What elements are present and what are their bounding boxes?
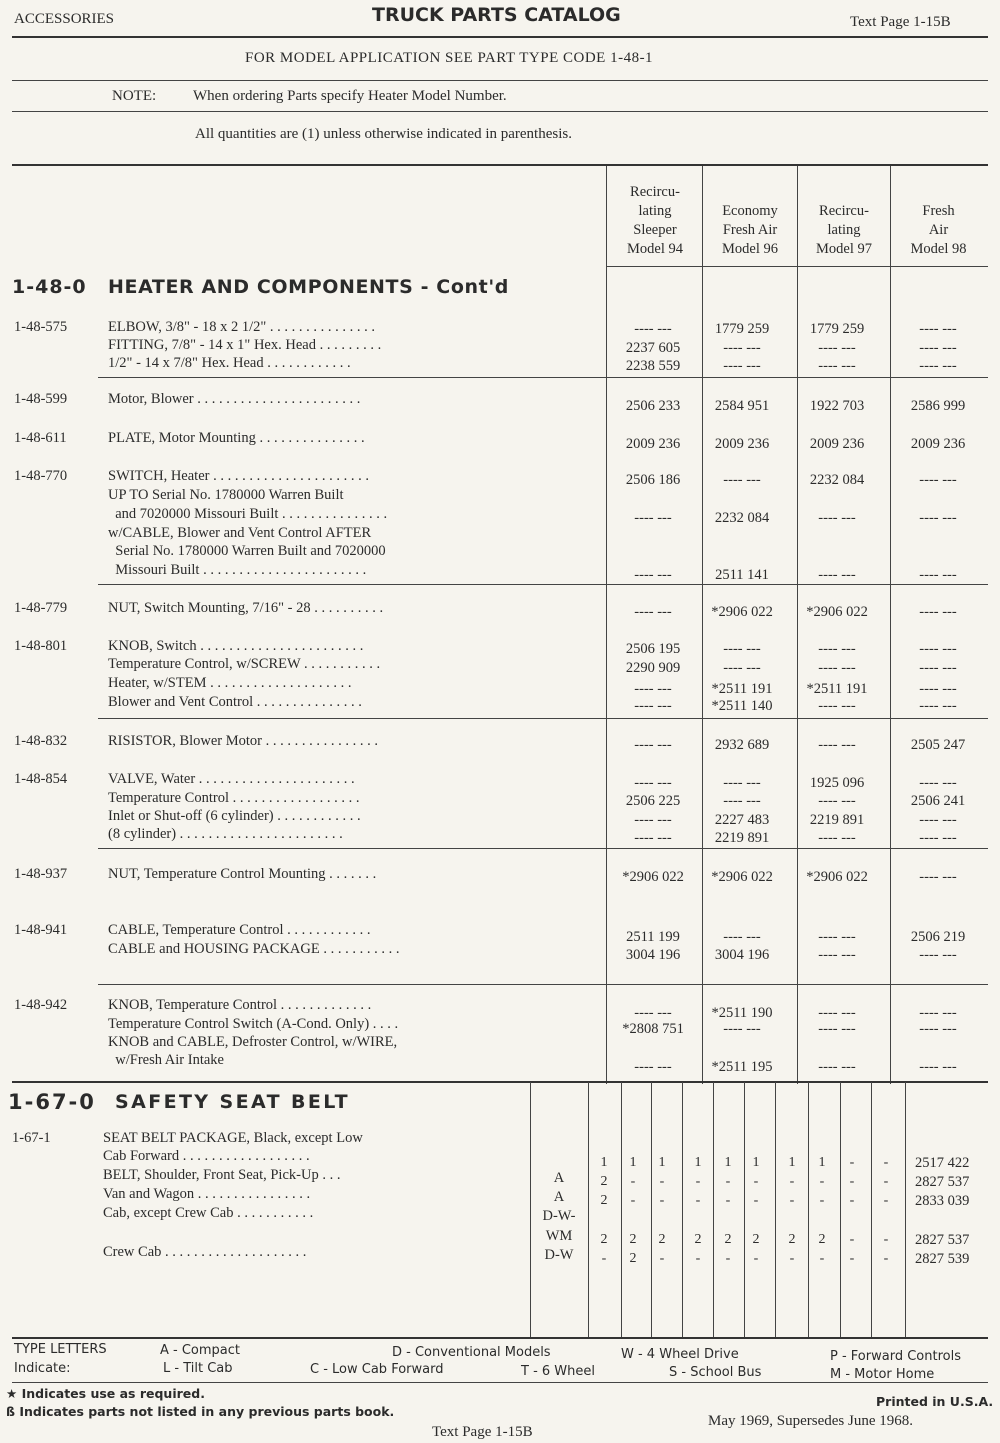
catalog-title: TRUCK PARTS CATALOG bbox=[372, 4, 621, 26]
part-code: 1-48-854 bbox=[14, 771, 68, 787]
quantity-cell: 1 bbox=[752, 1155, 760, 1170]
printed-in-usa: Printed in U.S.A. bbox=[876, 1394, 994, 1409]
part-code: 1-48-941 bbox=[14, 922, 68, 938]
part-number-cell: ---- --- bbox=[919, 698, 957, 714]
quantity-cell: 2 bbox=[600, 1193, 608, 1208]
type-code-p: P - Forward Controls bbox=[830, 1349, 961, 1364]
quantity-cell: - bbox=[883, 1232, 889, 1247]
part-number-cell: ---- --- bbox=[919, 358, 957, 374]
part-description: (8 cylinder) . . . . . . . . . . . . . . . . . . . . . . . bbox=[108, 826, 343, 842]
part-code: 1-48-611 bbox=[14, 430, 67, 446]
part-number-cell: ---- --- bbox=[919, 510, 957, 526]
part-number-cell: ---- --- bbox=[634, 737, 672, 753]
part-number-cell: 2290 909 bbox=[625, 660, 681, 676]
section-code-1-67-0: 1-67-0 bbox=[8, 1090, 96, 1114]
part-number-cell: ---- --- bbox=[818, 698, 856, 714]
part-number-cell: ---- --- bbox=[634, 812, 672, 828]
part-number-cell: 2584 951 bbox=[714, 398, 770, 414]
quantity-cell: - bbox=[695, 1193, 701, 1208]
quantity-cell: 2 bbox=[658, 1232, 666, 1247]
belt-part-number: 2833 039 bbox=[915, 1193, 970, 1209]
col-header-96: Economy Fresh Air Model 96 bbox=[722, 203, 778, 257]
part-number-cell: ---- --- bbox=[919, 947, 957, 963]
quantity-cell: - bbox=[819, 1193, 825, 1208]
quantity-cell: - bbox=[883, 1251, 889, 1266]
part-description: Missouri Built . . . . . . . . . . . . . . . . . . . . . . . bbox=[108, 562, 367, 578]
part-number-cell: ---- --- bbox=[818, 358, 856, 374]
section-title-heater: HEATER AND COMPONENTS - Cont'd bbox=[108, 276, 509, 298]
type-code-d: D - Conventional Models bbox=[392, 1345, 551, 1360]
quantity-cell: - bbox=[659, 1174, 665, 1189]
part-number-cell: ---- --- bbox=[634, 698, 672, 714]
part-number-cell: 1922 703 bbox=[809, 398, 865, 414]
part-number-cell: 2232 084 bbox=[714, 510, 770, 526]
part-code: 1-48-942 bbox=[14, 997, 68, 1013]
quantity-cell: - bbox=[630, 1193, 636, 1208]
quantity-cell: - bbox=[789, 1174, 795, 1189]
part-number-cell: 2238 559 bbox=[625, 358, 681, 374]
part-number-cell: ---- --- bbox=[818, 641, 856, 657]
type-letter: D-W- bbox=[542, 1208, 576, 1224]
belt-part-number: 2827 537 bbox=[915, 1174, 970, 1190]
part-number-cell: ---- --- bbox=[919, 472, 957, 488]
part-description: CABLE and HOUSING PACKAGE . . . . . . . . . . . bbox=[108, 941, 400, 957]
quantity-cell: - bbox=[753, 1251, 759, 1266]
type-code-t: T - 6 Wheel bbox=[521, 1364, 596, 1379]
part-description: VALVE, Water . . . . . . . . . . . . . . . . . . . . . . bbox=[108, 771, 355, 787]
quantity-cell: 2 bbox=[629, 1232, 637, 1247]
part-number-cell: ---- --- bbox=[919, 567, 957, 583]
part-description: Inlet or Shut-off (6 cylinder) . . . . . . . . . . . . bbox=[108, 808, 361, 824]
belt-part-code: 1-67-1 bbox=[12, 1130, 51, 1146]
part-description: UP TO Serial No. 1780000 Warren Built bbox=[108, 487, 344, 503]
part-number-cell: *2906 022 bbox=[711, 869, 773, 885]
part-code: 1-48-832 bbox=[14, 733, 68, 749]
type-letter: A bbox=[553, 1189, 565, 1205]
part-number-cell: ---- --- bbox=[818, 830, 856, 846]
part-number-cell: ---- --- bbox=[723, 1021, 761, 1037]
part-number-cell: 1779 259 bbox=[809, 321, 865, 337]
quantity-cell: - bbox=[753, 1193, 759, 1208]
note-text: When ordering Parts specify Heater Model Number. bbox=[193, 88, 507, 104]
part-number-cell: ---- --- bbox=[818, 660, 856, 676]
part-number-cell: 2505 247 bbox=[910, 737, 966, 753]
part-number-cell: ---- --- bbox=[919, 812, 957, 828]
part-number-cell: 1925 096 bbox=[809, 775, 865, 791]
part-number-cell: 3004 196 bbox=[714, 947, 770, 963]
part-number-cell: ---- --- bbox=[723, 358, 761, 374]
part-code: 1-48-599 bbox=[14, 391, 68, 407]
belt-description: Crew Cab . . . . . . . . . . . . . . . . . . . . bbox=[103, 1244, 307, 1260]
part-number-cell: ---- --- bbox=[919, 1059, 957, 1075]
header-left: ACCESSORIES bbox=[14, 11, 115, 27]
section-code-1-48-0: 1-48-0 bbox=[12, 276, 87, 298]
part-description: NUT, Temperature Control Mounting . . . . . . . bbox=[108, 866, 377, 882]
header-right: Text Page 1-15B bbox=[850, 14, 951, 30]
part-description: CABLE, Temperature Control . . . . . . . . . . . . bbox=[108, 922, 371, 938]
part-description: Blower and Vent Control . . . . . . . . . . . . . . . bbox=[108, 694, 362, 710]
part-number-cell: ---- --- bbox=[818, 929, 856, 945]
part-number-cell: ---- --- bbox=[818, 1005, 856, 1021]
belt-part-number: 2517 422 bbox=[915, 1155, 970, 1171]
part-description: Heater, w/STEM . . . . . . . . . . . . . . . . . . . . bbox=[108, 675, 352, 691]
part-number-cell: ---- --- bbox=[919, 660, 957, 676]
part-description: KNOB, Temperature Control . . . . . . . . . . . . . bbox=[108, 997, 372, 1013]
quantity-cell: 1 bbox=[629, 1155, 637, 1170]
part-number-cell: ---- --- bbox=[919, 641, 957, 657]
quantity-cell: 2 bbox=[724, 1232, 732, 1247]
part-number-cell: ---- --- bbox=[723, 641, 761, 657]
part-description: RISISTOR, Blower Motor . . . . . . . . . . . . . . . . bbox=[108, 733, 379, 749]
part-number-cell: ---- --- bbox=[634, 775, 672, 791]
part-description: PLATE, Motor Mounting . . . . . . . . . . . . . . . bbox=[108, 430, 365, 446]
part-description: Temperature Control Switch (A-Cond. Only) . . . . bbox=[108, 1016, 399, 1032]
part-description: KNOB and CABLE, Defroster Control, w/WIRE, bbox=[108, 1034, 398, 1050]
quantity-cell: - bbox=[789, 1193, 795, 1208]
quantity-cell: - bbox=[849, 1155, 855, 1170]
part-number-cell: 2932 689 bbox=[714, 737, 770, 753]
part-number-cell: 2586 999 bbox=[910, 398, 966, 414]
quantity-cell: - bbox=[849, 1174, 855, 1189]
belt-part-number: 2827 539 bbox=[915, 1251, 970, 1267]
part-number-cell: *2906 022 bbox=[806, 604, 868, 620]
part-number-cell: *2511 140 bbox=[711, 698, 773, 714]
part-code: 1-48-575 bbox=[14, 319, 68, 335]
star-note: ★ Indicates use as required. bbox=[6, 1386, 205, 1401]
part-number-cell: ---- --- bbox=[634, 567, 672, 583]
part-number-cell: ---- --- bbox=[919, 869, 957, 885]
indicate-label: Indicate: bbox=[14, 1361, 71, 1376]
quantity-cell: 2 bbox=[600, 1174, 608, 1189]
part-number-cell: ---- --- bbox=[818, 737, 856, 753]
type-letter: D-W bbox=[544, 1247, 574, 1263]
part-number-cell: *2511 191 bbox=[711, 681, 773, 697]
part-number-cell: 2219 891 bbox=[714, 830, 770, 846]
quantity-cell: - bbox=[725, 1193, 731, 1208]
part-number-cell: *2511 195 bbox=[711, 1059, 773, 1075]
part-description: Serial No. 1780000 Warren Built and 7020000 bbox=[108, 543, 386, 559]
quantity-cell: - bbox=[601, 1251, 607, 1266]
part-number-cell: ---- --- bbox=[818, 793, 856, 809]
revision-date: May 1969, Supersedes June 1968. bbox=[708, 1413, 913, 1429]
part-number-cell: ---- --- bbox=[723, 929, 761, 945]
quantity-cell: 1 bbox=[724, 1155, 732, 1170]
quantity-cell: - bbox=[725, 1251, 731, 1266]
part-number-cell: ---- --- bbox=[919, 321, 957, 337]
part-number-cell: 2511 199 bbox=[626, 929, 680, 945]
quantity-cell: 1 bbox=[694, 1155, 702, 1170]
part-number-cell: 1779 259 bbox=[714, 321, 770, 337]
type-code-m: M - Motor Home bbox=[830, 1367, 935, 1382]
part-number-cell: ---- --- bbox=[919, 681, 957, 697]
star-icon: ★ bbox=[6, 1386, 18, 1401]
part-number-cell: 2009 236 bbox=[809, 436, 865, 452]
part-number-cell: ---- --- bbox=[634, 1059, 672, 1075]
part-description: and 7020000 Missouri Built . . . . . . . . . . . . . . . bbox=[108, 506, 388, 522]
part-description: NUT, Switch Mounting, 7/16" - 28 . . . . . . . . . . bbox=[108, 600, 384, 616]
part-code: 1-48-801 bbox=[14, 638, 68, 654]
quantity-cell: 2 bbox=[752, 1232, 760, 1247]
quantity-cell: - bbox=[753, 1174, 759, 1189]
note-label: NOTE: bbox=[112, 88, 157, 104]
part-number-cell: *2906 022 bbox=[711, 604, 773, 620]
quantity-cell: - bbox=[883, 1193, 889, 1208]
part-number-cell: ---- --- bbox=[919, 340, 957, 356]
part-description: 1/2" - 14 x 7/8" Hex. Head . . . . . . . . . . . . bbox=[108, 355, 351, 371]
part-code: 1-48-779 bbox=[14, 600, 68, 616]
part-number-cell: ---- --- bbox=[818, 947, 856, 963]
part-number-cell: ---- --- bbox=[919, 1021, 957, 1037]
belt-description: BELT, Shoulder, Front Seat, Pick-Up . . . bbox=[103, 1167, 341, 1183]
quantity-cell: - bbox=[819, 1174, 825, 1189]
part-description: w/Fresh Air Intake bbox=[108, 1052, 224, 1068]
quantity-cell: - bbox=[849, 1193, 855, 1208]
quantity-cell: - bbox=[659, 1251, 665, 1266]
part-code: 1-48-937 bbox=[14, 866, 68, 882]
quantity-cell: - bbox=[695, 1251, 701, 1266]
footer-page: Text Page 1-15B bbox=[432, 1424, 533, 1440]
quantity-cell: 1 bbox=[600, 1155, 608, 1170]
b-note: ß Indicates parts not listed in any previous parts book. bbox=[6, 1404, 395, 1419]
part-number-cell: *2808 751 bbox=[622, 1021, 684, 1037]
b-symbol-icon: ß bbox=[6, 1404, 15, 1419]
part-description: SWITCH, Heater . . . . . . . . . . . . . . . . . . . . . . bbox=[108, 468, 369, 484]
col-header-98: Fresh Air Model 98 bbox=[910, 203, 967, 257]
part-description: Temperature Control, w/SCREW . . . . . . . . . . . bbox=[108, 656, 381, 672]
part-number-cell: 2009 236 bbox=[910, 436, 966, 452]
part-number-cell: ---- --- bbox=[919, 1005, 957, 1021]
part-description: Motor, Blower . . . . . . . . . . . . . . . . . . . . . . . bbox=[108, 391, 361, 407]
type-code-s: S - School Bus bbox=[669, 1365, 762, 1380]
type-code-w: W - 4 Wheel Drive bbox=[621, 1347, 739, 1362]
part-number-cell: ---- --- bbox=[634, 830, 672, 846]
belt-description: Cab Forward . . . . . . . . . . . . . . . . . . bbox=[103, 1148, 310, 1164]
part-number-cell: *2511 191 bbox=[806, 681, 868, 697]
part-number-cell: 2009 236 bbox=[714, 436, 770, 452]
part-number-cell: ---- --- bbox=[723, 775, 761, 791]
part-description: KNOB, Switch . . . . . . . . . . . . . . . . . . . . . . . bbox=[108, 638, 364, 654]
quantity-cell: 2 bbox=[629, 1251, 637, 1266]
part-number-cell: ---- --- bbox=[634, 510, 672, 526]
belt-description: Van and Wagon . . . . . . . . . . . . . . . . bbox=[103, 1186, 311, 1202]
part-number-cell: ---- --- bbox=[818, 510, 856, 526]
part-number-cell: 2506 186 bbox=[625, 472, 681, 488]
belt-description: SEAT BELT PACKAGE, Black, except Low bbox=[103, 1130, 363, 1146]
part-number-cell: 2506 233 bbox=[625, 398, 681, 414]
quantity-cell: 2 bbox=[694, 1232, 702, 1247]
part-number-cell: ---- --- bbox=[818, 567, 856, 583]
part-number-cell: 2227 483 bbox=[714, 812, 770, 828]
part-number-cell: 2232 084 bbox=[809, 472, 865, 488]
part-number-cell: ---- --- bbox=[919, 830, 957, 846]
quantity-cell: - bbox=[883, 1174, 889, 1189]
quantity-cell: - bbox=[789, 1251, 795, 1266]
quantity-cell: - bbox=[883, 1155, 889, 1170]
type-code-a: A - Compact bbox=[160, 1343, 241, 1358]
part-description: ELBOW, 3/8" - 18 x 2 1/2" . . . . . . . . . . . . . . . bbox=[108, 319, 376, 335]
part-number-cell: ---- --- bbox=[723, 793, 761, 809]
quantity-cell: 1 bbox=[658, 1155, 666, 1170]
part-number-cell: 2511 141 bbox=[715, 567, 769, 583]
quantity-cell: - bbox=[695, 1174, 701, 1189]
model-application: FOR MODEL APPLICATION SEE PART TYPE CODE 1-48-1 bbox=[245, 50, 654, 66]
type-letter: WM bbox=[545, 1228, 573, 1244]
quantity-cell: - bbox=[725, 1174, 731, 1189]
type-code-c: C - Low Cab Forward bbox=[310, 1362, 444, 1377]
quantity-cell: 1 bbox=[818, 1155, 826, 1170]
part-description: w/CABLE, Blower and Vent Control AFTER bbox=[108, 525, 372, 541]
quantity-cell: - bbox=[659, 1193, 665, 1208]
type-letter: A bbox=[553, 1170, 565, 1186]
part-number-cell: ---- --- bbox=[723, 660, 761, 676]
part-number-cell: *2906 022 bbox=[806, 869, 868, 885]
belt-description: Cab, except Crew Cab . . . . . . . . . . . bbox=[103, 1205, 314, 1221]
col-header-94: Recircu- lating Sleeper Model 94 bbox=[627, 184, 683, 257]
part-number-cell: ---- --- bbox=[919, 604, 957, 620]
part-number-cell: 2219 891 bbox=[809, 812, 865, 828]
belt-part-number: 2827 537 bbox=[915, 1232, 970, 1248]
part-number-cell: 2237 605 bbox=[625, 340, 681, 356]
quantity-cell: 1 bbox=[788, 1155, 796, 1170]
part-number-cell: *2511 190 bbox=[711, 1005, 773, 1021]
part-number-cell: ---- --- bbox=[919, 775, 957, 791]
part-code: 1-48-770 bbox=[14, 468, 68, 484]
quantities-note: All quantities are (1) unless otherwise indicated in parenthesis. bbox=[195, 126, 572, 142]
part-number-cell: ---- --- bbox=[723, 472, 761, 488]
part-number-cell: 2506 225 bbox=[625, 793, 681, 809]
part-number-cell: 2506 195 bbox=[625, 641, 681, 657]
quantity-cell: 2 bbox=[788, 1232, 796, 1247]
section-title-seat-belt: SAFETY SEAT BELT bbox=[115, 1091, 350, 1113]
part-number-cell: ---- --- bbox=[818, 1059, 856, 1075]
part-number-cell: 2009 236 bbox=[625, 436, 681, 452]
quantity-cell: 2 bbox=[600, 1232, 608, 1247]
part-number-cell: 2506 241 bbox=[910, 793, 966, 809]
part-number-cell: ---- --- bbox=[723, 340, 761, 356]
quantity-cell: - bbox=[630, 1174, 636, 1189]
quantity-cell: - bbox=[819, 1251, 825, 1266]
part-description: FITTING, 7/8" - 14 x 1" Hex. Head . . . . . . . . . bbox=[108, 337, 382, 353]
part-description: Temperature Control . . . . . . . . . . . . . . . . . . bbox=[108, 790, 360, 806]
quantity-cell: - bbox=[849, 1232, 855, 1247]
part-number-cell: ---- --- bbox=[634, 321, 672, 337]
type-code-l: L - Tilt Cab bbox=[163, 1361, 233, 1376]
col-header-97: Recircu- lating Model 97 bbox=[816, 203, 872, 257]
part-number-cell: 3004 196 bbox=[625, 947, 681, 963]
quantity-cell: - bbox=[849, 1251, 855, 1266]
quantity-cell: 2 bbox=[818, 1232, 826, 1247]
part-number-cell: ---- --- bbox=[818, 340, 856, 356]
part-number-cell: ---- --- bbox=[634, 604, 672, 620]
part-number-cell: ---- --- bbox=[634, 1005, 672, 1021]
part-number-cell: ---- --- bbox=[818, 1021, 856, 1037]
part-number-cell: 2506 219 bbox=[910, 929, 966, 945]
part-number-cell: ---- --- bbox=[634, 681, 672, 697]
type-letters-label: TYPE LETTERS bbox=[14, 1342, 107, 1357]
part-number-cell: *2906 022 bbox=[622, 869, 684, 885]
